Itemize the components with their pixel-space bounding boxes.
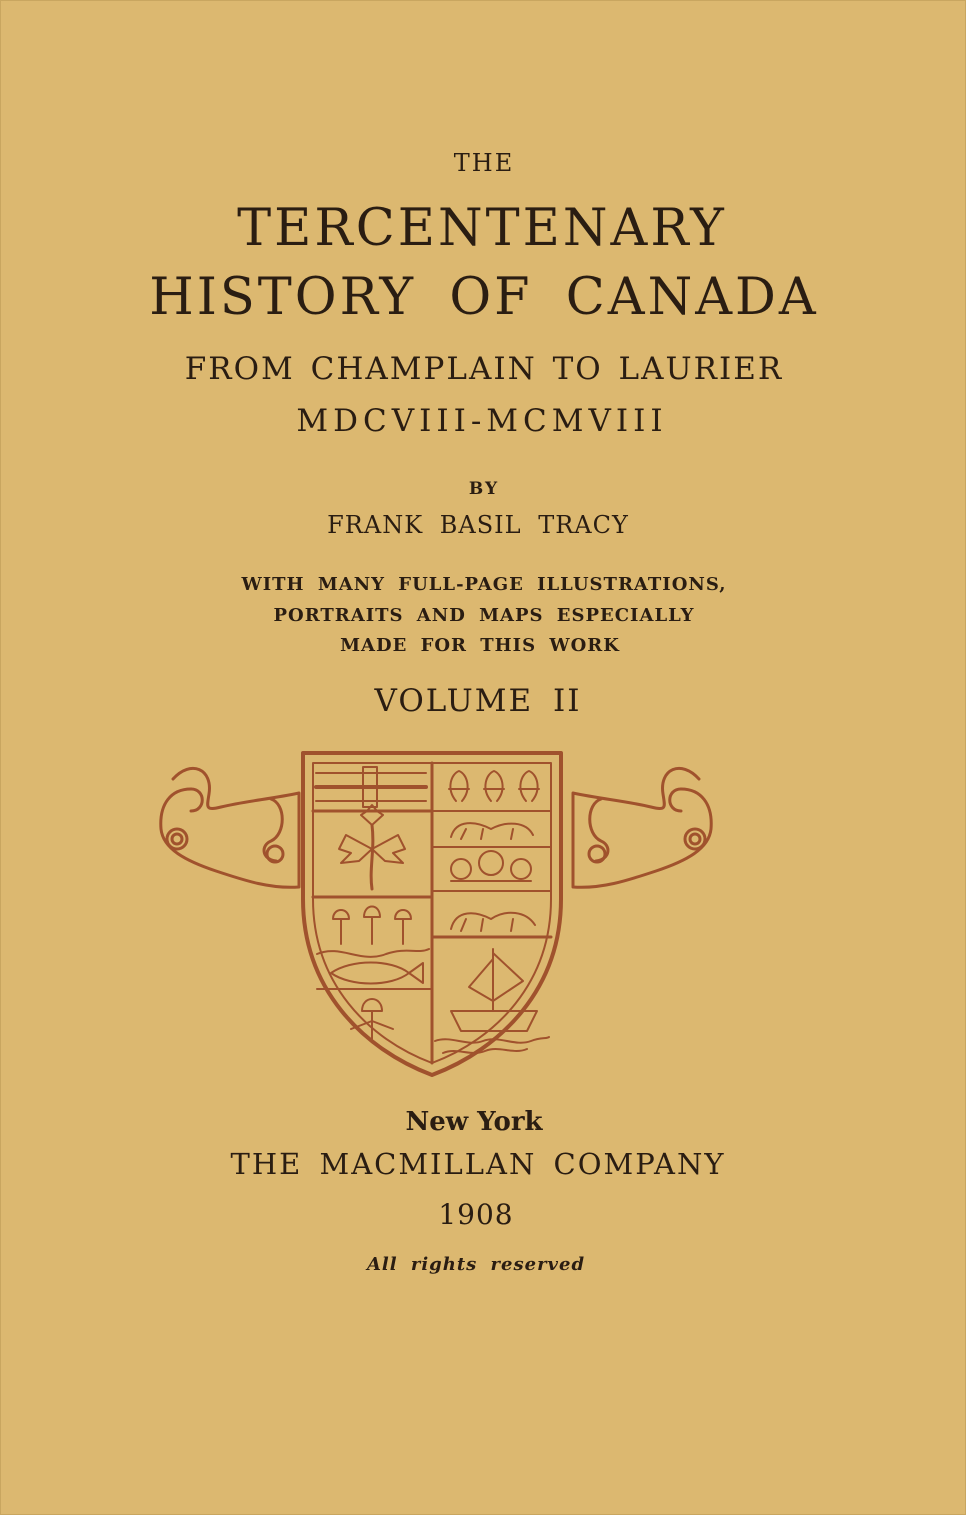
right-scroll-ornament [573,768,711,887]
illustrations-note-line-3: MADE FOR THIS WORK [340,635,620,656]
subtitle: FROM CHAMPLAIN TO LAURIER [184,351,784,387]
date-range: MDCVIII-MCMVIII [296,403,668,439]
by-line: BY [468,479,500,499]
title-article: THE [453,149,515,177]
illustrations-note-line-1: WITH MANY FULL-PAGE ILLUSTRATIONS, [241,574,727,595]
coat-of-arms-emblem [151,749,721,1079]
left-scroll-ornament [161,768,299,887]
title-line-2: HISTORY OF CANADA [149,268,819,327]
rights-notice: All rights reserved [366,1254,586,1275]
volume-number: VOLUME II [374,683,582,719]
publication-year: 1908 [438,1198,514,1231]
shield [303,753,561,1075]
publisher-name: THE MACMILLAN COMPANY [230,1147,726,1181]
title-line-1: TERCENTENARY [237,199,727,258]
publication-city: New York [405,1107,543,1137]
author-name: FRANK BASIL TRACY [327,511,629,539]
illustrations-note-line-2: PORTRAITS AND MAPS ESPECIALLY [273,605,695,626]
